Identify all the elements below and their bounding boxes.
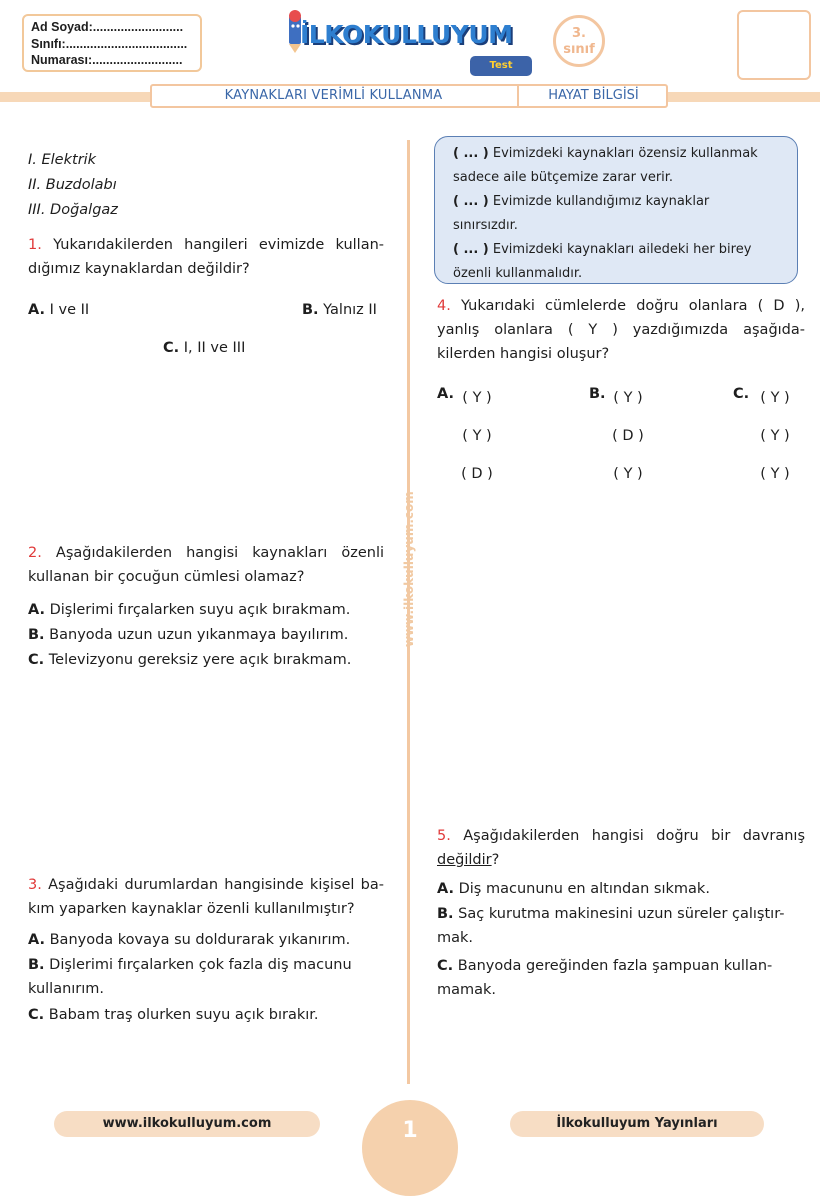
q1-option-b[interactable]: B. Yalnız II: [302, 302, 377, 318]
class-field-label: Sınıfı:...................................: [31, 36, 188, 51]
test-badge: Test: [470, 56, 532, 76]
q1-option-c[interactable]: C. I, II ve III: [163, 340, 246, 356]
q2-option-a[interactable]: A. Dişlerimi fırçalarken suyu açık bırakmam.: [28, 602, 351, 618]
q4-option-c-row-2: ( Y ): [760, 428, 790, 444]
q3-option-a[interactable]: A. Banyoda kovaya su doldurarak yıkanırım.: [28, 932, 351, 948]
statement-2-marker: ( ... ): [453, 194, 489, 209]
q4-option-a-row-2: ( Y ): [462, 428, 492, 444]
q5-option-b[interactable]: B. Saç kurutma makinesini uzun süreler çalıştır- mak.: [437, 906, 785, 946]
name-field-label: Ad Soyad:..........................: [31, 20, 184, 34]
page-number-badge: [362, 1100, 458, 1196]
q4-option-b-row-3: ( Y ): [613, 466, 643, 482]
brand-logo: İLKOKULLUYUM: [300, 20, 513, 49]
q5-option-a[interactable]: A. Diş macununu en altından sıkmak.: [437, 881, 710, 897]
q1-item-2: II. Buzdolabı: [28, 177, 117, 193]
grade-word: sınıf: [563, 42, 595, 57]
q4-option-c-letter[interactable]: C.: [733, 386, 750, 402]
statements-box: ( ... ) Evimizdeki kaynakları özensiz kullanmak sadece aile bütçemize zarar verir. ( ... ) Evimizde kullandığımız kaynaklar sınırsızdır. ( ... ) Evimizdeki kaynakları ailedeki her birey özenli kullanmalıdır.: [434, 136, 798, 284]
subject-title: HAYAT BİLGİSİ: [548, 88, 639, 103]
q5-option-c[interactable]: C. Banyoda gereğinden fazla şampuan kullan- mamak.: [437, 958, 773, 998]
statement-1-marker: ( ... ): [453, 146, 489, 161]
q4-option-c-row-3: ( Y ): [760, 466, 790, 482]
question-5-text: 5. Aşağıdakilerden hangisi doğru bir davranış değildir?: [437, 828, 805, 868]
q2-option-c[interactable]: C. Televizyonu gereksiz yere açık bırakmam.: [28, 652, 352, 668]
q4-option-a-row-1: ( Y ): [462, 390, 492, 406]
q4-option-b-letter[interactable]: B.: [589, 386, 606, 402]
question-4-text: 4. Yukarıdaki cümlelerde doğru olanlara ( D ), yanlış olanlara ( Y ) yazdığımızda aşağıda- kilerden hangisi oluşur?: [437, 298, 805, 362]
number-field-label: Numarası:..........................: [31, 53, 183, 67]
question-3-text: 3. Aşağıdaki durumlardan hangisinde kişisel ba- kım yaparken kaynaklar özenli kullanılmıştır?: [28, 877, 384, 917]
footer-publisher: İlkokulluyum Yayınları: [510, 1111, 764, 1137]
q4-option-c-row-1: ( Y ): [760, 390, 790, 406]
q4-option-b-row-1: ( Y ): [613, 390, 643, 406]
question-2-number: 2.: [28, 545, 42, 561]
q1-item-3: III. Doğalgaz: [28, 202, 118, 218]
page-number: 1: [402, 1118, 418, 1143]
question-3-number: 3.: [28, 877, 42, 893]
question-2-text: 2. Aşağıdakilerden hangisi kaynakları özenli kullanan bir çocuğun cümlesi olamaz?: [28, 545, 384, 585]
topic-title: KAYNAKLARI VERİMLİ KULLANMA: [224, 88, 443, 103]
question-4-number: 4.: [437, 298, 451, 314]
q4-option-b-row-2: ( D ): [612, 428, 644, 444]
q1-option-a[interactable]: A. I ve II: [28, 302, 90, 318]
q4-option-a-letter[interactable]: A.: [437, 386, 454, 402]
q3-option-c[interactable]: C. Babam traş olurken suyu açık bırakır.: [28, 1007, 319, 1023]
grade-number: 3.: [572, 26, 586, 41]
grade-badge: [553, 15, 605, 67]
q2-option-b[interactable]: B. Banyoda uzun uzun yıkanmaya bayılırım.: [28, 627, 349, 643]
q4-option-a-row-3: ( D ): [461, 466, 493, 482]
vertical-watermark: www.ilkokulluyum.com: [402, 491, 416, 647]
student-info-box: [22, 14, 202, 72]
statement-3-marker: ( ... ): [453, 242, 489, 257]
q3-option-b[interactable]: B. Dişlerimi fırçalarken çok fazla diş macunu kullanırım.: [28, 957, 352, 997]
question-5-number: 5.: [437, 828, 451, 844]
score-box: [737, 10, 811, 80]
question-1-text: 1. Yukarıdakilerden hangileri evimizde kullan- dığımız kaynaklardan değildir?: [28, 237, 384, 277]
footer-website[interactable]: www.ilkokulluyum.com: [54, 1111, 320, 1137]
question-1-number: 1.: [28, 237, 42, 253]
q1-item-1: I. Elektrik: [28, 152, 97, 168]
negation-word: değildir: [437, 852, 492, 868]
